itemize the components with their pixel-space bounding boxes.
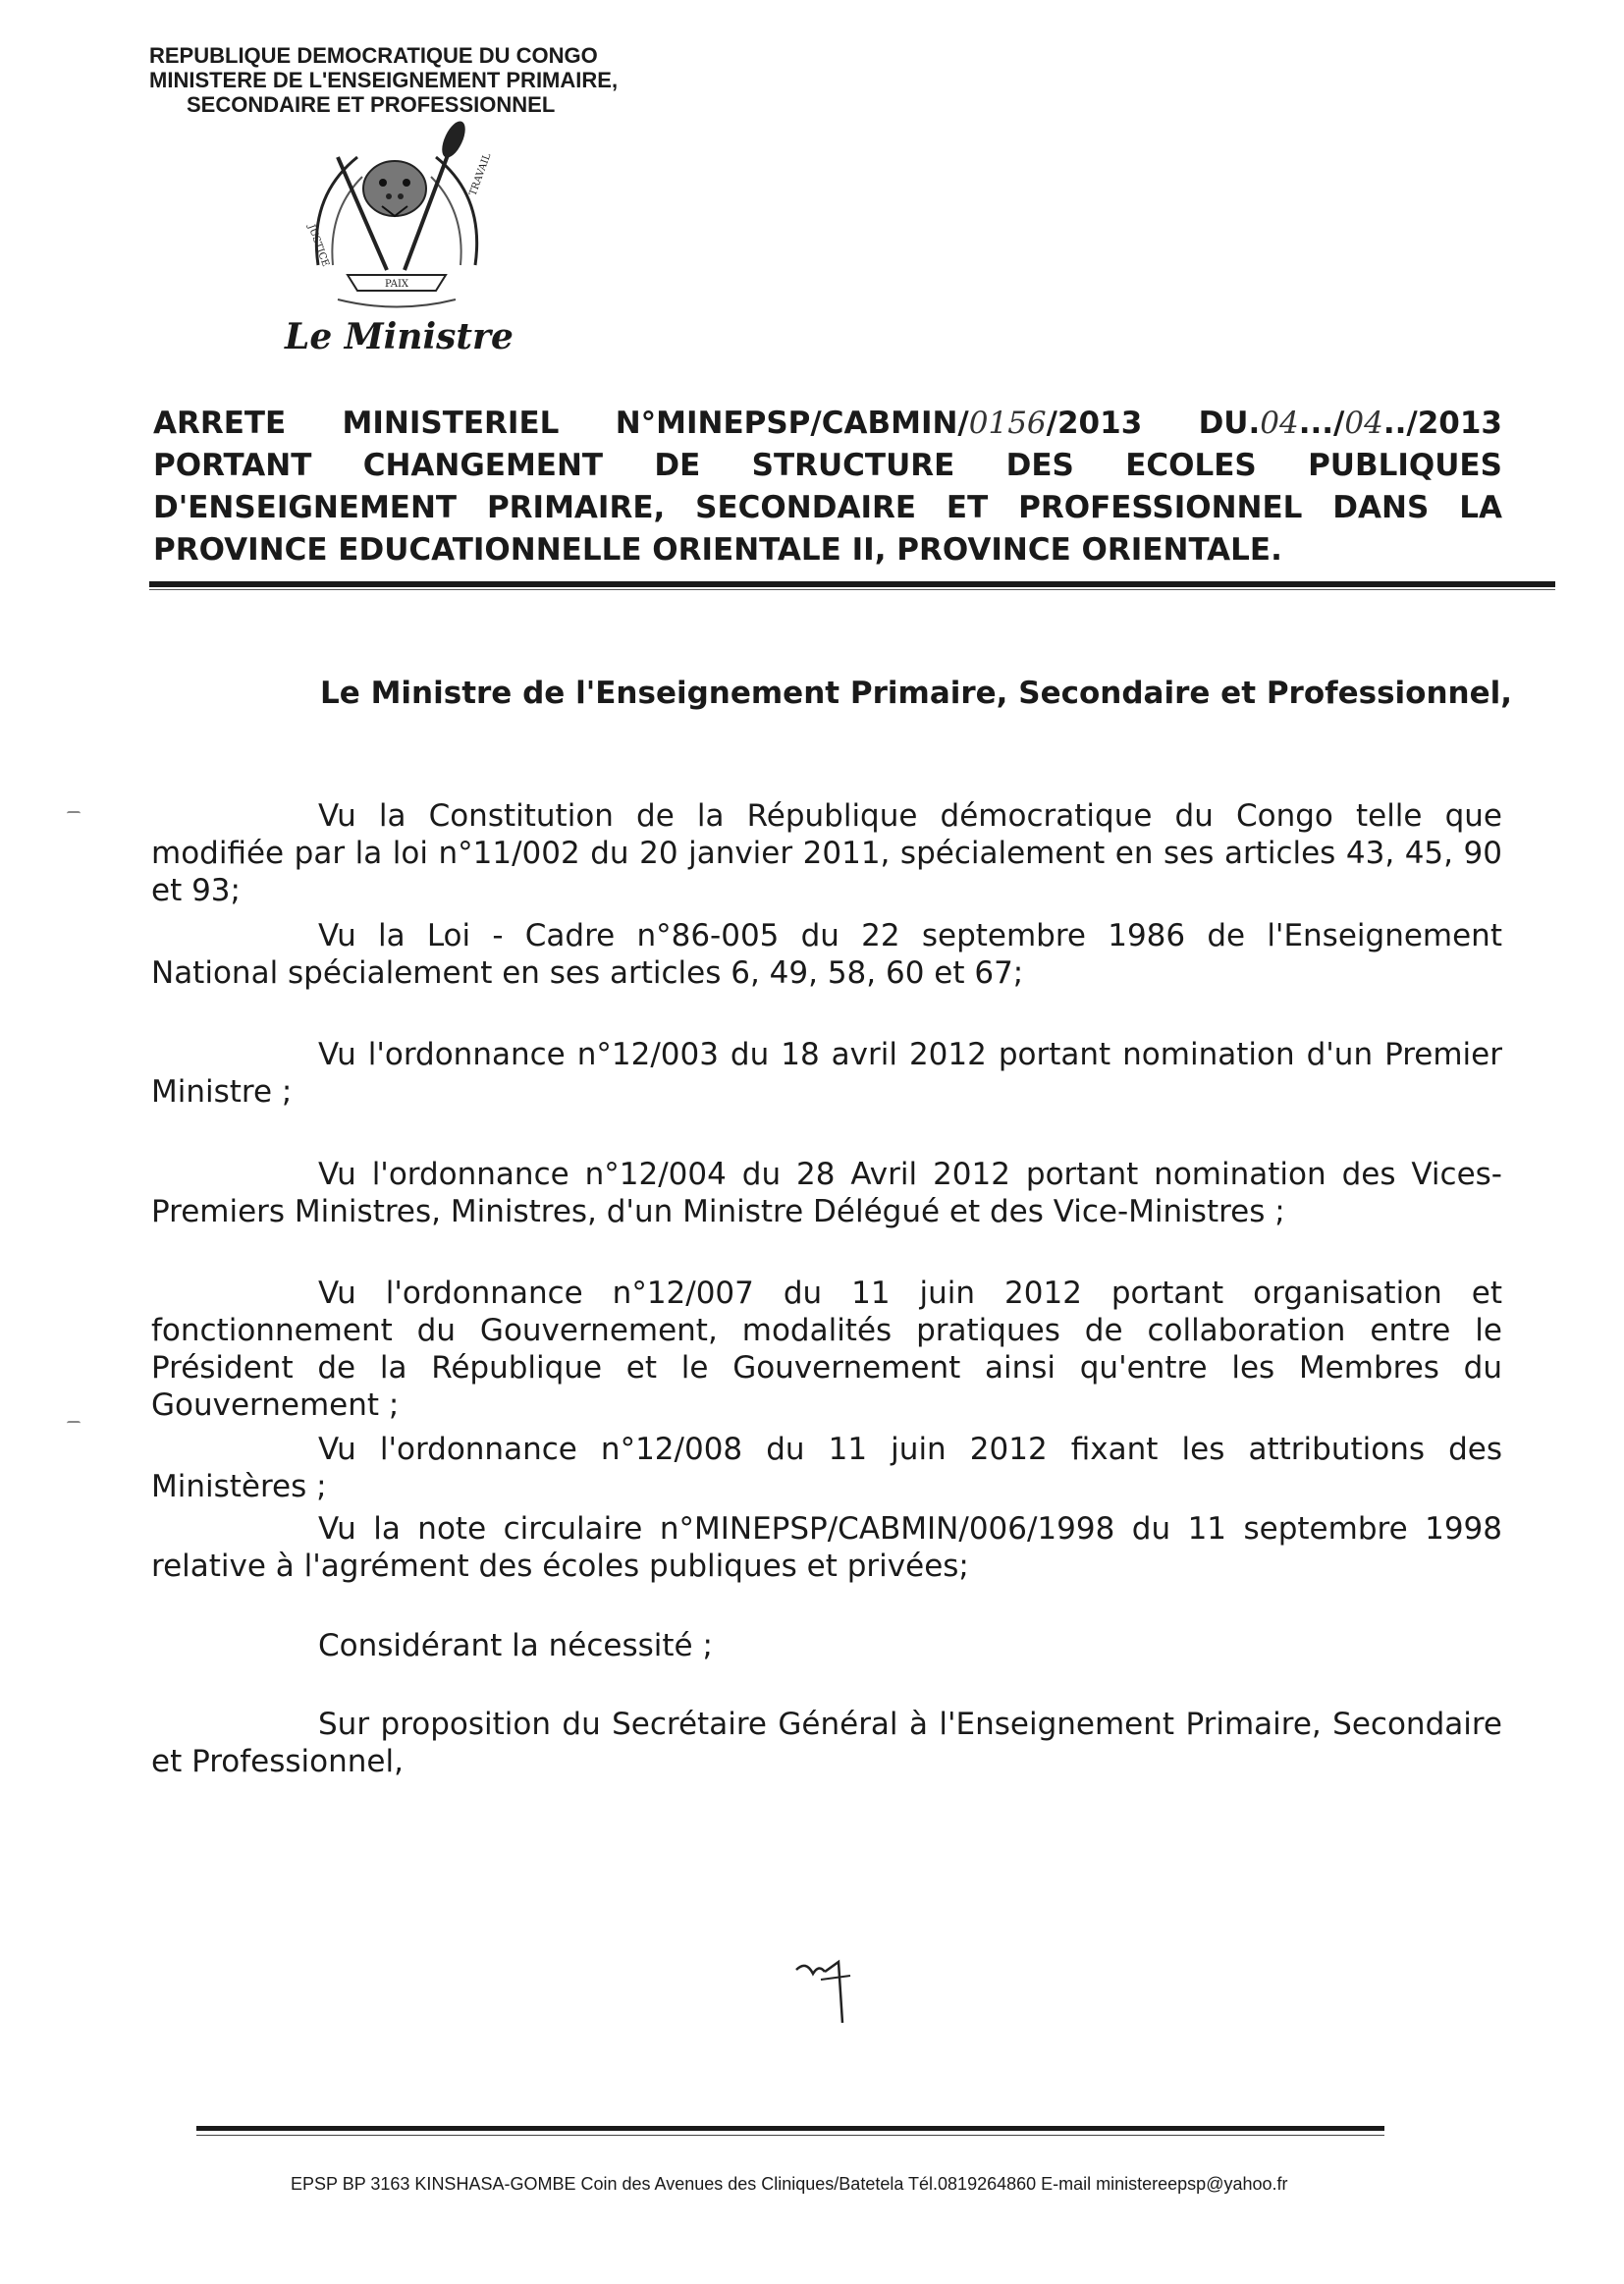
recital-paragraph: Vu la Constitution de la République démocratique du Congo telle que modifiée par la loi n°11/002 du 20 janvier 2011, spécialement en ses articles 43, 45, 90 et 93; xyxy=(151,798,1502,908)
handwritten-month: 04 xyxy=(1344,406,1383,441)
recital-paragraph: Vu l'ordonnance n°12/004 du 28 Avril 2012 portant nomination des Vices-Premiers Ministres, Ministres, d'un Ministre Délégué et des Vice-Ministres ; xyxy=(151,1157,1502,1229)
title-word: DANS xyxy=(1332,490,1430,525)
title-word: PUBLIQUES xyxy=(1308,448,1502,483)
title-word: SECONDAIRE xyxy=(695,490,917,525)
preamble: Le Ministre de l'Enseignement Primaire, Secondaire et Professionnel, xyxy=(320,676,1513,711)
title-word: DES xyxy=(1005,448,1074,483)
title-word: ET xyxy=(946,490,989,525)
title-word: ARRETE xyxy=(153,406,287,441)
recital-paragraph: Vu l'ordonnance n°12/003 du 18 avril 2012 portant nomination d'un Premier Ministre ; xyxy=(151,1037,1502,1110)
title-word: PRIMAIRE, xyxy=(486,490,666,525)
recital-paragraph: Vu la Loi - Cadre n°86-005 du 22 septembre 1986 de l'Enseignement National spécialement en ses articles 6, 49, 58, 60 et 67; xyxy=(151,918,1502,991)
title-divider-thin xyxy=(149,589,1555,590)
footer-divider-thin xyxy=(196,2135,1384,2136)
title-line-2 xyxy=(153,445,1502,487)
footer-divider xyxy=(196,2126,1384,2131)
decree-date: DU.04.../04../2013 xyxy=(1198,406,1502,441)
decree-title xyxy=(153,403,1502,571)
title-word: PROFESSIONNEL xyxy=(1018,490,1303,525)
title-line-3 xyxy=(153,487,1502,529)
scan-mark xyxy=(67,811,81,816)
title-word: DE xyxy=(654,448,701,483)
emblem-motto-right: TRAVAIL xyxy=(467,151,494,198)
handwritten-number: 0156 xyxy=(968,406,1047,441)
title-divider xyxy=(149,581,1555,587)
decree-number: N°MINEPSP/CABMIN/0156/2013 xyxy=(615,406,1143,441)
title-word: D'ENSEIGNEMENT xyxy=(153,490,458,525)
recital-paragraph: Vu l'ordonnance n°12/007 du 11 juin 2012 portant organisation et fonctionnement du Gouvernement, modalités pratiques de collaboration entre le Président de la République et le Gouvernement ainsi qu'entre les Membres du Gouvernement ; xyxy=(151,1276,1502,1423)
minister-label: Le Ministre xyxy=(285,316,514,357)
letterhead-ministry: MINISTERE DE L'ENSEIGNEMENT PRIMAIRE, xyxy=(149,68,619,92)
title-word: MINISTERIEL xyxy=(342,406,560,441)
title-word: PORTANT xyxy=(153,448,312,483)
handwritten-initials xyxy=(791,1948,860,2027)
letterhead-ministry-cont: SECONDAIRE ET PROFESSIONNEL xyxy=(187,92,556,117)
recital-paragraph: Vu la note circulaire n°MINEPSP/CABMIN/006/1998 du 11 septembre 1998 relative à l'agrément des écoles publiques et privées; xyxy=(151,1511,1502,1584)
title-word: STRUCTURE xyxy=(751,448,955,483)
recital-paragraph: Considérant la nécessité ; xyxy=(318,1628,713,1663)
letterhead xyxy=(149,43,699,117)
handwritten-day: 04 xyxy=(1260,406,1299,441)
title-line-1 xyxy=(153,403,1502,445)
coat-of-arms-emblem xyxy=(279,118,514,314)
recital-paragraph: Sur proposition du Secrétaire Général à l'Enseignement Primaire, Secondaire et Professionnel, xyxy=(151,1707,1502,1779)
letterhead-country: REPUBLIQUE DEMOCRATIQUE DU CONGO xyxy=(149,43,598,68)
title-line-4: PROVINCE EDUCATIONNELLE ORIENTALE II, PROVINCE ORIENTALE. xyxy=(153,532,1282,568)
title-word: CHANGEMENT xyxy=(362,448,604,483)
title-word: ECOLES xyxy=(1125,448,1257,483)
title-word: LA xyxy=(1459,490,1502,525)
emblem-motto-left: JUSTICE xyxy=(305,223,331,269)
recital-paragraph: Vu l'ordonnance n°12/008 du 11 juin 2012 fixant les attributions des Ministères ; xyxy=(151,1432,1502,1504)
scan-mark xyxy=(67,1421,81,1426)
footer-contact: EPSP BP 3163 KINSHASA-GOMBE Coin des Avenues des Cliniques/Batetela Tél.0819264860 E-mail ministereepsp@yahoo.fr xyxy=(291,2174,1288,2194)
emblem-motto-center: PAIX xyxy=(384,279,409,290)
